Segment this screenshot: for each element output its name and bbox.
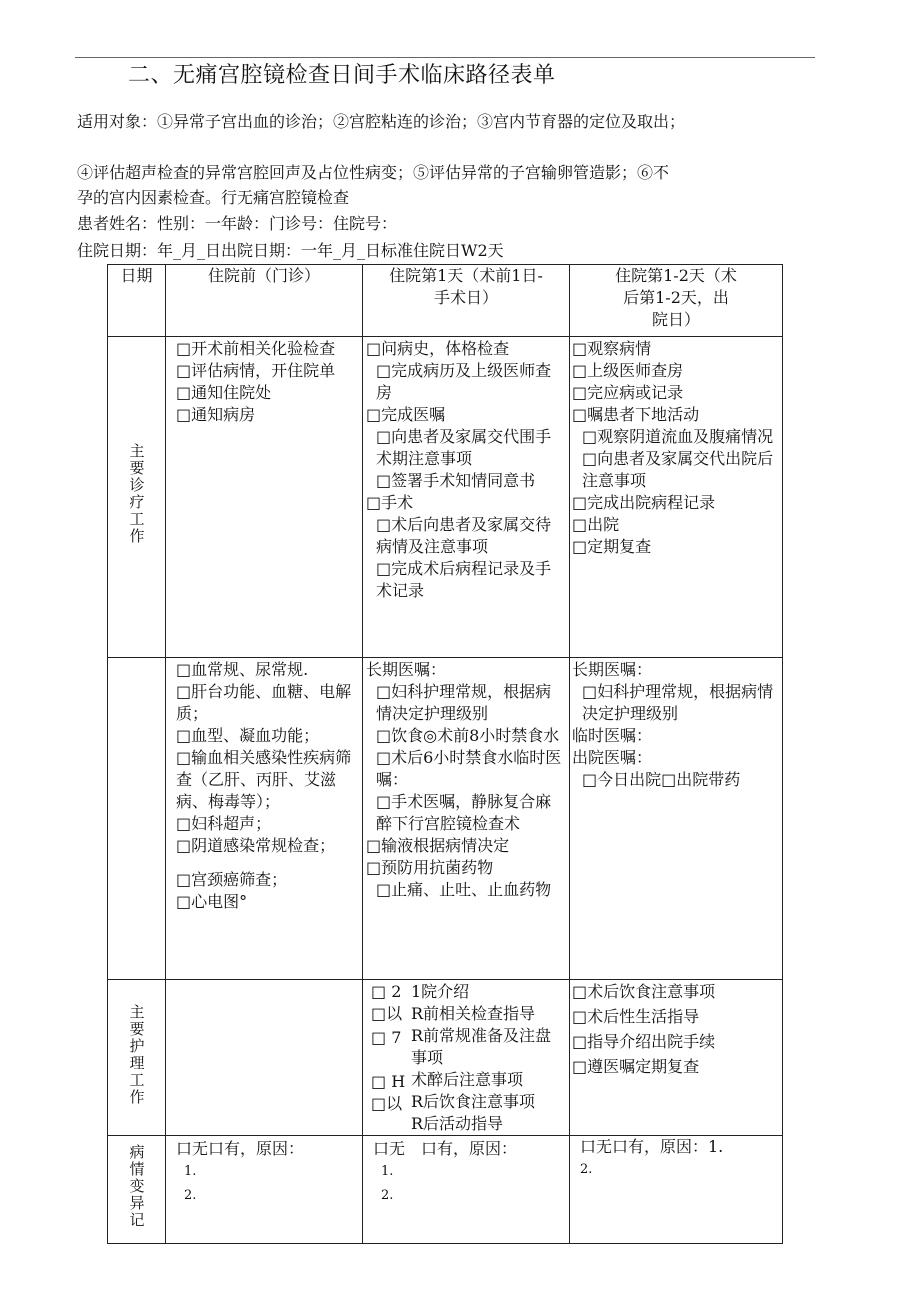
- variance-reason-line: 2.: [184, 1188, 197, 1203]
- header-day1: [363, 265, 570, 337]
- nursing-discharge-cell: [570, 980, 783, 1136]
- checklist-item: □向患者及家属交代围手术期注意事项: [376, 427, 552, 468]
- header-discharge-line: 后第1-2天，出: [623, 288, 729, 307]
- checklist-item: □评估病情，开住院单: [176, 361, 336, 380]
- diagnosis-label-cell: [108, 337, 166, 658]
- nursing-item: R后饮食注意事项: [411, 1092, 536, 1111]
- nursing-item: R前相关检查指导: [411, 1004, 536, 1023]
- header-pre-admission: 住院前（门诊）: [166, 265, 363, 337]
- checklist-item: □上级医师查房: [572, 361, 684, 380]
- variance-reason-line: 1.: [184, 1164, 197, 1179]
- nursing-mark: □ 7: [371, 1028, 402, 1047]
- variance-label: 病情变异记: [127, 1144, 146, 1229]
- nursing-label-cell: [108, 980, 166, 1136]
- variance-reason-line: 1.: [381, 1164, 394, 1179]
- checklist-item: □止痛、止吐、止血药物: [376, 880, 552, 899]
- variance-status: 口无 口有，原因：: [373, 1139, 518, 1158]
- checklist-item: □输液根据病情决定: [366, 836, 510, 855]
- nursing-item: R前常规准备及注盘事项: [411, 1026, 552, 1067]
- checklist-item: □输血相关感染性疾病筛查（乙肝、丙肝、艾滋病、梅毒等）；: [176, 748, 352, 811]
- variance-label-cell: [108, 1136, 166, 1244]
- checklist-item: □术后6小时禁食水临时医嘱：: [376, 748, 562, 789]
- checklist-item: □出院: [572, 515, 620, 534]
- checklist-item: □阴道感染常规检查；: [176, 836, 336, 855]
- diagnosis-row: [108, 337, 783, 658]
- checklist-item: □通知住院处: [176, 383, 272, 402]
- checklist-item: □完成术后病程记录及手术记录: [376, 559, 552, 600]
- checklist-item: □血型、凝血功能；: [176, 726, 320, 745]
- checklist-item: □预防用抗菌药物: [366, 858, 494, 877]
- checklist-item: □术后饮食注意事项: [572, 982, 716, 1001]
- checklist-item: □问病史，体格检查: [366, 339, 510, 358]
- header-day1-line: 住院第1天（术前1日-: [389, 266, 543, 285]
- checklist-item: □饮食◎术前8小时禁食水: [376, 726, 560, 745]
- nursing-mark: □ H: [371, 1072, 406, 1091]
- checklist-item: □开术前相关化验检查: [176, 339, 336, 358]
- nursing-pre-cell: [166, 980, 363, 1136]
- header-discharge: [570, 265, 783, 337]
- checklist-item: □嘱患者下地活动: [572, 405, 700, 424]
- checklist-item: □完成病历及上级医师查房: [376, 361, 552, 402]
- checklist-item: □今日出院□出院带药: [582, 770, 741, 789]
- checklist-item: □遵医嘱定期复查: [572, 1057, 700, 1076]
- checklist-item: □观察阴道流血及腹痛情况: [582, 427, 774, 446]
- orders-day1-cell: [363, 658, 570, 980]
- intro-line-3: 孕的宫内因素检查。行无痛宫腔镜检查: [77, 188, 350, 207]
- diagnosis-day1-cell: [363, 337, 570, 658]
- checklist-item: □签署手术知情同意书: [376, 471, 536, 490]
- clinical-pathway-table: [107, 264, 783, 1244]
- header-day1-line: 手术日）: [433, 288, 498, 307]
- nursing-mark: □ 2: [371, 982, 402, 1001]
- checklist-item: □手术: [366, 493, 414, 512]
- nursing-item: R后活动指导: [411, 1114, 504, 1133]
- header-row: [108, 265, 783, 337]
- nursing-mark: □以: [371, 1094, 403, 1113]
- checklist-item: □观察病情: [572, 339, 652, 358]
- checklist-item: □心电图°: [176, 892, 248, 911]
- nursing-day1-marks: [371, 981, 411, 1135]
- checklist-item: □完应病或记录: [572, 383, 684, 402]
- checklist-item: □完成出院病程记录: [572, 493, 716, 512]
- checklist-item: □向患者及家属交代出院后注意事项: [582, 449, 774, 490]
- checklist-item: □通知病房: [176, 405, 256, 424]
- header-discharge-line: 院日）: [651, 310, 700, 329]
- orders-heading: 临时医嘱：: [572, 726, 653, 745]
- nursing-day1-content: [371, 981, 567, 1135]
- nursing-mark: □以: [371, 1004, 403, 1023]
- patient-info-line: 患者姓名：性别：一年龄：门诊号：住院号：: [77, 214, 398, 233]
- diagnosis-label: 主要诊疗工作: [127, 443, 146, 545]
- checklist-item: □定期复查: [572, 537, 652, 556]
- checklist-item: □术后向患者及家属交待病情及注意事项: [376, 515, 552, 556]
- checklist-item: □妇科护理常规，根据病情决定护理级别: [376, 682, 552, 723]
- admission-date-line: 住院日期：年_月_日出院日期：一年_月_日标准住院日W2天: [77, 241, 504, 260]
- nursing-day1-items: [411, 981, 567, 1135]
- checklist-item: □妇科护理常规，根据病情决定护理级别: [582, 682, 774, 723]
- orders-heading: 长期医嘱：: [366, 660, 447, 679]
- variance-status: 口无口有，原因：: [176, 1139, 305, 1158]
- nursing-item: 术醉后注意事项: [411, 1070, 524, 1089]
- page-title: 二、无痛宫腔镜检查日间手术临床路径表单: [128, 63, 556, 88]
- checklist-item: □完成医嘱: [366, 405, 446, 424]
- checklist-item: □宫颈癌筛查；: [176, 870, 288, 889]
- nursing-item: 1院介绍: [411, 982, 470, 1001]
- orders-discharge-cell: [570, 658, 783, 980]
- nursing-label: 主要护理工作: [127, 1003, 146, 1106]
- orders-label-cell: [108, 658, 166, 980]
- diagnosis-pre-cell: [166, 337, 363, 658]
- variance-day1-cell: [363, 1136, 570, 1244]
- header-date: 日期: [108, 265, 166, 337]
- variance-reason-line: 2.: [381, 1188, 394, 1203]
- variance-row: [108, 1136, 783, 1244]
- header-discharge-line: 住院第1-2天（术: [615, 266, 737, 285]
- variance-discharge-cell: [570, 1136, 783, 1244]
- checklist-item: □妇科超声；: [176, 814, 272, 833]
- orders-heading: 出院医嘱：: [572, 748, 653, 767]
- checklist-item: □术后性生活指导: [572, 1007, 700, 1026]
- checklist-item: □血常规、尿常规.: [176, 660, 309, 679]
- checklist-item: □指导介绍出院手续: [572, 1032, 716, 1051]
- orders-pre-cell: [166, 658, 363, 980]
- variance-reason-line: 2.: [580, 1162, 593, 1177]
- nursing-day1-cell: [363, 980, 570, 1136]
- intro-line-2: ④评估超声检查的异常宫腔回声及占位性病变；⑤评估异常的子宫输卵管造影；⑥不: [77, 163, 670, 182]
- intro-line-1: 适用对象：①异常子宫出血的诊治；②宫腔粘连的诊治；③宫内节育器的定位及取出；: [77, 112, 686, 131]
- variance-pre-cell: [166, 1136, 363, 1244]
- checklist-item: □手术医嘱，静脉复合麻醉下行宫腔镜检查术: [376, 792, 552, 833]
- nursing-row: [108, 980, 783, 1136]
- diagnosis-discharge-cell: [570, 337, 783, 658]
- checklist-item: □肝台功能、血糖、电解质；: [176, 682, 352, 723]
- orders-row: [108, 658, 783, 980]
- orders-heading: 长期医嘱：: [572, 660, 653, 679]
- variance-status: 口无口有，原因：1.: [580, 1137, 724, 1156]
